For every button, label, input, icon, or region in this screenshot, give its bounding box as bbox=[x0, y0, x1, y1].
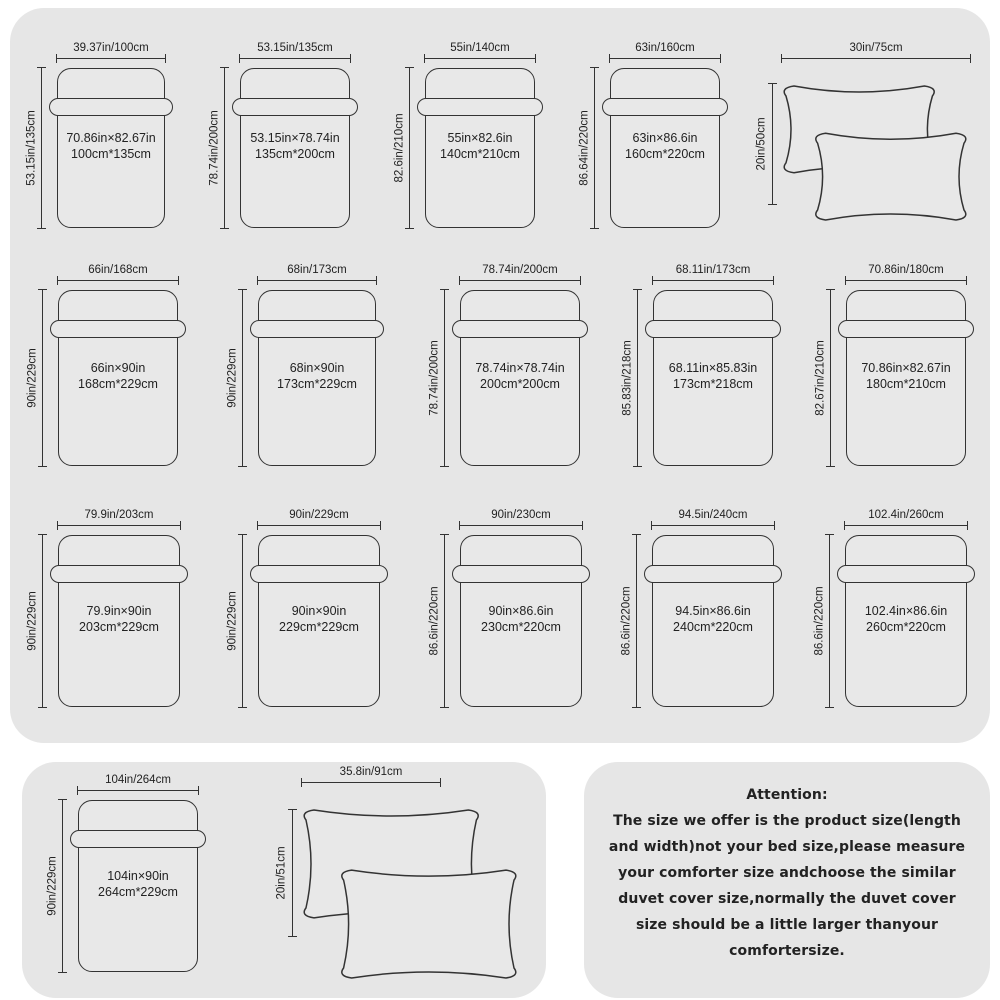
duvet-band bbox=[417, 98, 543, 116]
height-dimension-line bbox=[444, 290, 445, 466]
size-inches: 104in×90in bbox=[107, 869, 169, 883]
width-label: 68in/173cm bbox=[287, 264, 347, 276]
width-dimension-line bbox=[425, 58, 535, 59]
duvet-outline bbox=[652, 535, 774, 707]
pillow-pair-icon bbox=[782, 84, 970, 224]
pillow-width-label: 35.8in/91cm bbox=[339, 766, 403, 778]
width-dimension-line bbox=[240, 58, 350, 59]
height-label: 85.83in/218cm bbox=[621, 340, 634, 416]
height-label: 90in/229cm bbox=[226, 591, 239, 651]
size-inches: 68in×90in bbox=[289, 361, 345, 375]
width-dimension-line bbox=[846, 280, 966, 281]
duvet-band bbox=[49, 98, 173, 116]
duvet-outline bbox=[845, 535, 967, 707]
size-centimeters: 140cm*210cm bbox=[440, 147, 520, 161]
size-centimeters: 240cm*220cm bbox=[673, 620, 753, 634]
size-inches: 66in×90in bbox=[90, 361, 146, 375]
width-label: 63in/160cm bbox=[635, 42, 695, 54]
duvet-outline bbox=[57, 68, 165, 228]
duvet-outline bbox=[58, 290, 178, 466]
pillow-width-line bbox=[782, 58, 970, 59]
size-inches: 90in×86.6in bbox=[488, 604, 554, 618]
size-centimeters: 168cm*229cm bbox=[78, 377, 158, 391]
width-dimension-line bbox=[460, 280, 580, 281]
size-centimeters: 160cm*220cm bbox=[625, 147, 705, 161]
duvet-outline bbox=[78, 800, 198, 972]
duvet-outline bbox=[425, 68, 535, 228]
width-label: 55in/140cm bbox=[450, 42, 510, 54]
height-label: 78.74in/200cm bbox=[428, 340, 441, 416]
size-inches: 70.86in×82.67in bbox=[861, 361, 951, 375]
size-centimeters: 264cm*229cm bbox=[98, 885, 178, 899]
size-centimeters: 173cm*218cm bbox=[673, 377, 753, 391]
pillow-height-line bbox=[292, 810, 293, 936]
size-inches: 53.15in×78.74in bbox=[250, 131, 340, 145]
height-label: 86.6in/220cm bbox=[428, 586, 441, 656]
duvet-outline bbox=[460, 535, 582, 707]
duvet-band bbox=[838, 320, 974, 338]
height-dimension-line bbox=[594, 68, 595, 228]
duvet-outline bbox=[240, 68, 350, 228]
size-inches: 79.9in×90in bbox=[86, 604, 152, 618]
size-centimeters: 180cm*210cm bbox=[866, 377, 946, 391]
size-inches: 63in×86.6in bbox=[632, 131, 698, 145]
height-label: 82.6in/210cm bbox=[393, 113, 406, 183]
pillow-width-label: 30in/75cm bbox=[849, 42, 903, 54]
height-dimension-line bbox=[62, 800, 63, 972]
front-pillow bbox=[816, 133, 966, 220]
duvet-band bbox=[50, 320, 186, 338]
attention-line: duvet cover size,normally the duvet cover bbox=[618, 891, 956, 907]
width-dimension-line bbox=[58, 280, 178, 281]
width-dimension-line bbox=[653, 280, 773, 281]
duvet-outline bbox=[258, 290, 376, 466]
width-label: 104in/264cm bbox=[105, 774, 171, 786]
width-label: 90in/230cm bbox=[491, 509, 551, 521]
pillow-pair-icon bbox=[302, 808, 520, 982]
duvet-band bbox=[837, 565, 975, 583]
height-label: 90in/229cm bbox=[226, 348, 239, 408]
height-dimension-line bbox=[829, 535, 830, 707]
height-dimension-line bbox=[409, 68, 410, 228]
height-label: 86.6in/220cm bbox=[813, 586, 826, 656]
height-label: 78.74in/200cm bbox=[208, 110, 221, 186]
width-label: 79.9in/203cm bbox=[84, 509, 154, 521]
width-label: 90in/229cm bbox=[289, 509, 349, 521]
attention-title: Attention: bbox=[746, 787, 828, 803]
width-dimension-line bbox=[460, 525, 582, 526]
height-dimension-line bbox=[41, 68, 42, 228]
duvet-outline bbox=[610, 68, 720, 228]
height-dimension-line bbox=[224, 68, 225, 228]
duvet-outline bbox=[846, 290, 966, 466]
height-dimension-line bbox=[637, 290, 638, 466]
width-label: 39.37in/100cm bbox=[73, 42, 149, 54]
attention-line: and width)not your bed size,please measure bbox=[608, 839, 966, 855]
duvet-band bbox=[250, 320, 384, 338]
width-dimension-line bbox=[652, 525, 774, 526]
width-dimension-line bbox=[845, 525, 967, 526]
front-pillow bbox=[342, 870, 516, 978]
attention-line: your comforter size andchoose the similar bbox=[618, 865, 956, 881]
attention-note bbox=[584, 782, 990, 964]
width-label: 53.15in/135cm bbox=[257, 42, 333, 54]
width-dimension-line bbox=[57, 58, 165, 59]
duvet-band bbox=[645, 320, 781, 338]
size-inches: 90in×90in bbox=[291, 604, 347, 618]
size-inches: 102.4in×86.6in bbox=[864, 604, 948, 618]
duvet-outline bbox=[58, 535, 180, 707]
duvet-outline bbox=[653, 290, 773, 466]
height-label: 82.67in/210cm bbox=[814, 340, 827, 416]
height-dimension-line bbox=[242, 535, 243, 707]
attention-panel bbox=[584, 762, 990, 998]
pillow-width-line bbox=[302, 782, 440, 783]
height-label: 90in/229cm bbox=[26, 348, 39, 408]
width-dimension-line bbox=[58, 525, 180, 526]
height-label: 90in/229cm bbox=[26, 591, 39, 651]
width-dimension-line bbox=[258, 525, 380, 526]
attention-line: size should be a little larger thanyour bbox=[635, 917, 939, 933]
size-centimeters: 203cm*229cm bbox=[79, 620, 159, 634]
size-inches: 68.11in×85.83in bbox=[668, 361, 758, 375]
height-dimension-line bbox=[242, 290, 243, 466]
width-label: 94.5in/240cm bbox=[678, 509, 748, 521]
attention-line: comfortersize. bbox=[729, 943, 845, 959]
size-inches: 94.5in×86.6in bbox=[675, 604, 751, 618]
size-centimeters: 100cm*135cm bbox=[71, 147, 151, 161]
size-centimeters: 200cm*200cm bbox=[480, 377, 560, 391]
width-dimension-line bbox=[78, 790, 198, 791]
pillow-height-label: 20in/51cm bbox=[275, 846, 288, 900]
height-label: 86.64in/220cm bbox=[578, 110, 591, 186]
duvet-band bbox=[452, 320, 588, 338]
duvet-band bbox=[50, 565, 188, 583]
attention-line: The size we offer is the product size(length bbox=[613, 813, 961, 829]
duvet-band bbox=[644, 565, 782, 583]
pillow-height-label: 20in/50cm bbox=[755, 117, 768, 171]
width-label: 66in/168cm bbox=[88, 264, 148, 276]
size-inches: 78.74in×78.74in bbox=[475, 361, 565, 375]
size-centimeters: 173cm*229cm bbox=[277, 377, 357, 391]
height-dimension-line bbox=[42, 535, 43, 707]
size-centimeters: 135cm*200cm bbox=[255, 147, 335, 161]
pillow-height-line bbox=[772, 84, 773, 204]
duvet-band bbox=[602, 98, 728, 116]
duvet-outline bbox=[258, 535, 380, 707]
duvet-band bbox=[70, 830, 206, 848]
height-dimension-line bbox=[42, 290, 43, 466]
width-label: 78.74in/200cm bbox=[482, 264, 558, 276]
size-inches: 70.86in×82.67in bbox=[66, 131, 156, 145]
duvet-outline bbox=[460, 290, 580, 466]
height-label: 90in/229cm bbox=[46, 856, 59, 916]
size-centimeters: 260cm*220cm bbox=[866, 620, 946, 634]
height-dimension-line bbox=[444, 535, 445, 707]
width-label: 68.11in/173cm bbox=[675, 264, 751, 276]
duvet-band bbox=[232, 98, 358, 116]
height-label: 86.6in/220cm bbox=[620, 586, 633, 656]
height-dimension-line bbox=[636, 535, 637, 707]
width-label: 102.4in/260cm bbox=[868, 509, 944, 521]
size-inches: 55in×82.6in bbox=[447, 131, 513, 145]
height-label: 53.15in/135cm bbox=[25, 110, 38, 186]
size-centimeters: 229cm*229cm bbox=[279, 620, 359, 634]
size-centimeters: 230cm*220cm bbox=[481, 620, 561, 634]
width-dimension-line bbox=[610, 58, 720, 59]
height-dimension-line bbox=[830, 290, 831, 466]
duvet-band bbox=[250, 565, 388, 583]
duvet-band bbox=[452, 565, 590, 583]
width-label: 70.86in/180cm bbox=[868, 264, 944, 276]
width-dimension-line bbox=[258, 280, 376, 281]
